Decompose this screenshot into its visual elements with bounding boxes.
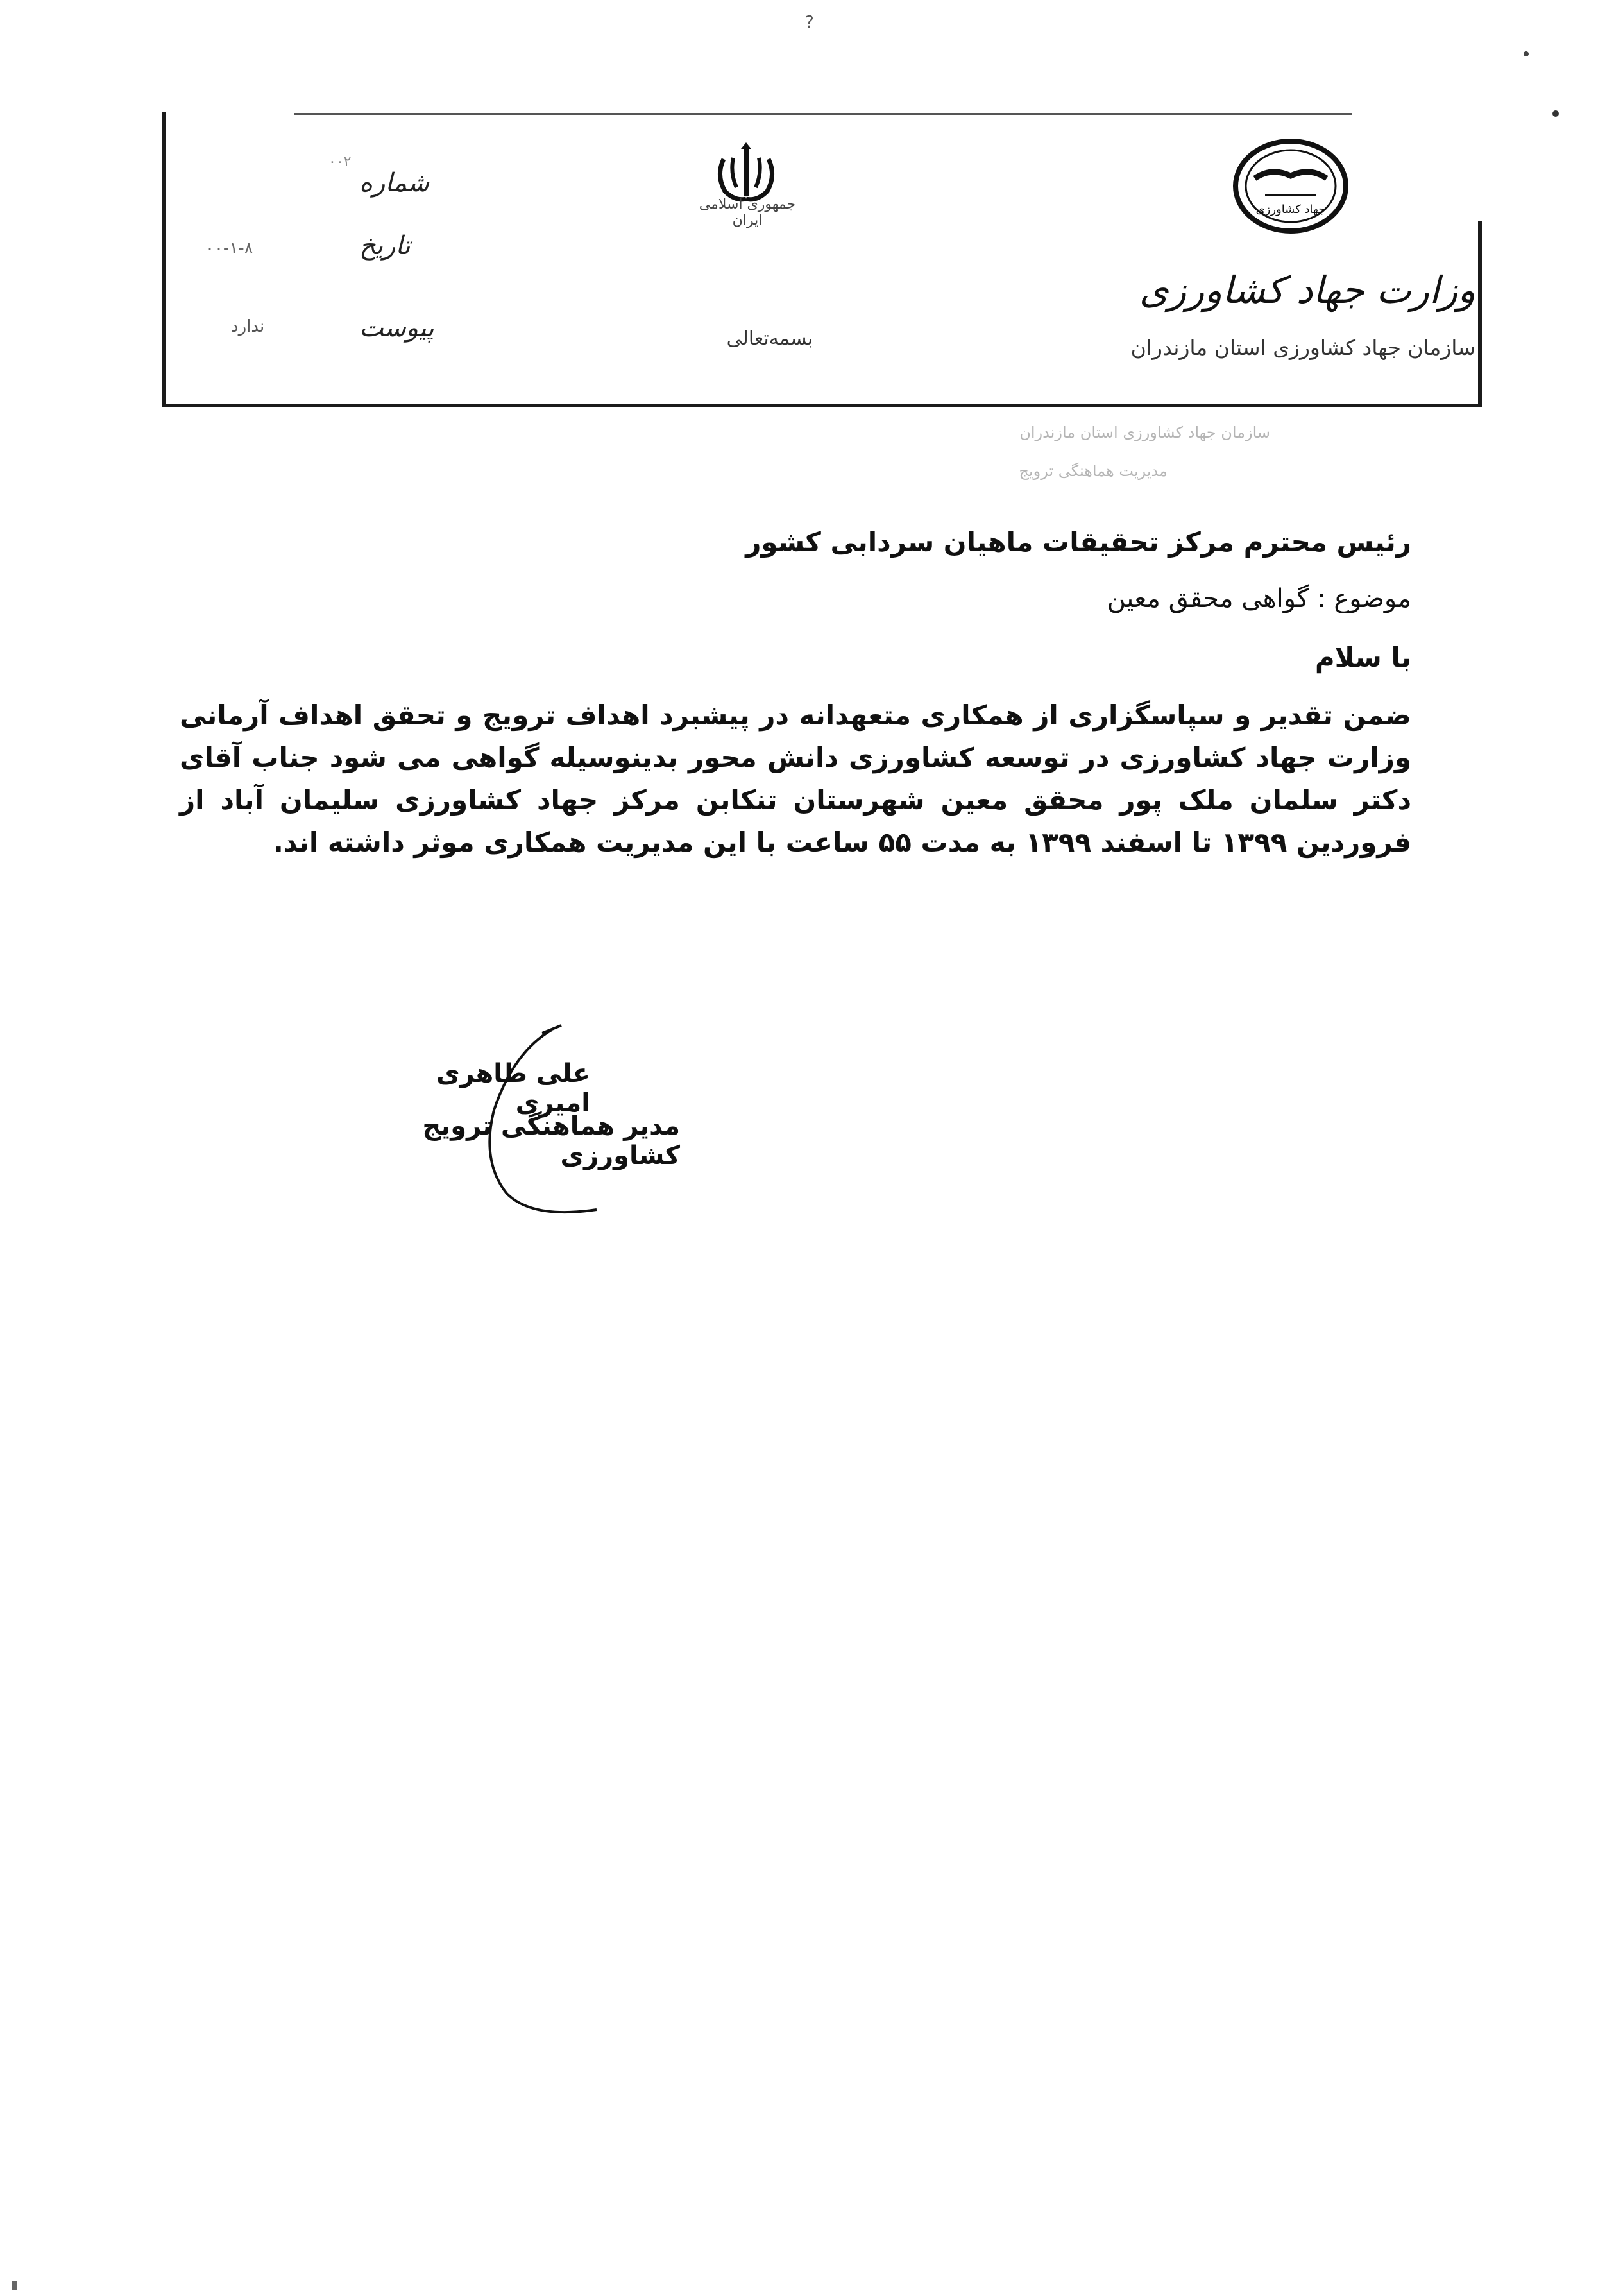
letterhead-top-rule [294,113,1352,115]
date-value: ۰۰-۱-۸ [205,239,253,258]
recipient-line: رئیس محترم مرکز تحقیقات ماهیان سردابی کشور [745,526,1411,558]
greeting-line: با سلام [1314,642,1411,673]
number-label: شماره [359,168,430,198]
body-paragraph: ضمن تقدیر و سپاسگزاری از همکاری متعهدانه در پیشبرد اهداف ترویج و تحقق اهداف آرمانی وزارت جهاد کشاورزی در توسعه کشاورزی دانش محور بدینوسیله گواهی می شود جناب آقای دکتر سلمان ملک پور محقق معین شهرستان تنکابن مرکز جهاد کشاورزی سلیمان آباد از فروردین ۱۳۹۹ تا اسفند ۱۳۹۹ به مدت ۵۵ ساعت با این مدیریت همکاری موثر داشته اند. [180,699,1411,858]
faint-stamp-line: مدیریت هماهنگی ترویج [1019,462,1168,480]
attachment-label: پیوست [359,313,434,343]
svg-text:جهاد کشاورزی: جهاد کشاورزی [1255,203,1326,216]
ministry-name: وزارت جهاد کشاورزی [1139,268,1475,312]
attachment-value: ندارد [231,317,265,336]
invocation-text: بسمه‌تعالی [726,327,813,350]
ministry-seal-icon [1227,133,1355,239]
organization-name: سازمان جهاد کشاورزی استان مازندران [1130,335,1475,360]
date-label: تاریخ [359,231,411,261]
emblem-caption: جمهوری اسلامی ایران [699,196,796,228]
signer-name: علی طاهری امیری [436,1059,590,1118]
scan-dot [1524,51,1529,56]
signer-title: مدیر هماهنگی ترویج کشاورزی [422,1111,680,1170]
number-value: ۰۰۲ [328,154,352,170]
subject-line: موضوع : گواهی محقق معین [1107,584,1411,613]
scan-dot [1552,110,1559,117]
scan-dot [12,2281,17,2290]
letterhead-right-rule [1478,221,1482,407]
faint-stamp-line: سازمان جهاد کشاورزی استان مازندران [1019,424,1270,441]
scan-mark: ? [805,13,814,32]
